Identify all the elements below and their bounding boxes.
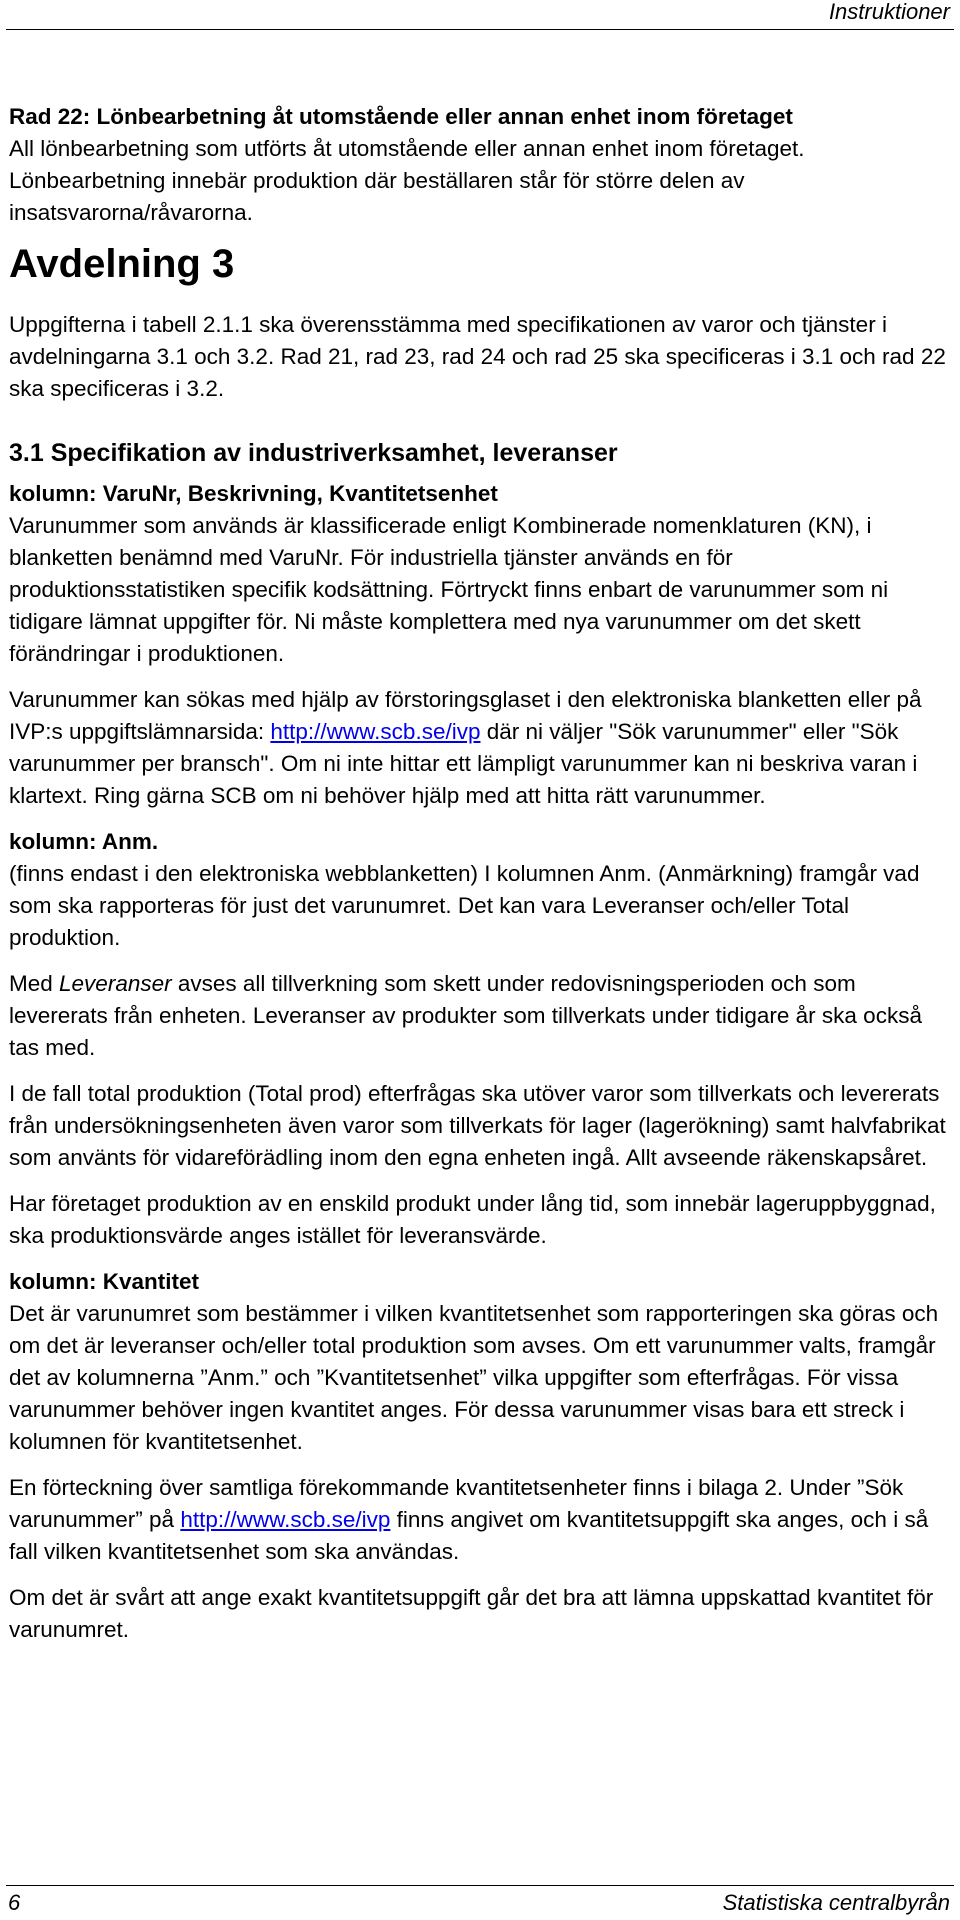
col-kvantitet-heading: kolumn: Kvantitet [9,1269,200,1294]
col-anm-heading: kolumn: Anm. [9,829,159,854]
col-anm-paragraph-1: (finns endast i den elektroniska webblanketten) I kolumnen Anm. (Anmärkning) framgår vad som ska rapporteras för just det varunumret. Det kan vara Leveranser och/eller Total produktion. [9,861,920,950]
col-varunr-heading: kolumn: VaruNr, Beskrivning, Kvantitetsenhet [9,481,498,506]
col-varunr-paragraph-2: Varunummer kan sökas med hjälp av förstoringsglaset i den elektroniska blanketten eller på IVP:s uppgiftslämnarsida: http://www.scb.se/ivp där ni väljer "Sök varunummer" eller "Sök varunummer per bransch". Om ni inte hittar ett lämpligt varunummer kan ni beskriva varan i klartext. Ring gärna SCB om ni behöver hjälp med att hitta rätt varunummer. [9,687,922,808]
ivp-link[interactable]: http://www.scb.se/ivp [180,1507,391,1532]
col-anm-paragraph-2: Med Leveranser avses all tillverkning som skett under redovisningsperioden och som levererats från enheten. Leveranser av produkter som tillverkats under tidigare år ska också tas med. [9,971,922,1060]
section-3-1-heading: 3.1 Specifikation av industriverksamhet, leveranser [9,439,618,467]
footer-organization: Statistiska centralbyrån [722,1890,950,1915]
footer-rule [6,1885,954,1886]
rad22-heading: Rad 22: Lönbearbetning åt utomstående eller annan enhet inom företaget [9,104,793,129]
header-rule [6,29,954,30]
avdelning-body: Uppgifterna i tabell 2.1.1 ska överensstämma med specifikationen av varor och tjänster i avdelningarna 3.1 och 3.2. Rad 21, rad 23, rad 24 och rad 25 ska specificeras i 3.1 och rad 22 ska specificeras i 3.2. [9,312,946,401]
header-title: Instruktioner [828,0,950,24]
col-kvantitet-paragraph-3: Om det är svårt att ange exakt kvantitetsuppgift går det bra att lämna uppskattad kvantitet för varunumret. [9,1585,934,1642]
col-anm-paragraph-4: Har företaget produktion av en enskild produkt under lång tid, som innebär lageruppbyggnad, ska produktionsvärde anges istället för leveransvärde. [9,1191,936,1248]
document-body [9,101,949,1646]
col-anm-paragraph-3: I de fall total produktion (Total prod) efterfrågas ska utöver varor som tillverkats och levererats från undersökningsenheten även varor som tillverkats för lager (lagerökning) samt halvfabrikat som använts för vidareförädling inom den egna enheten ingå. Allt avseende räkenskapsåret. [9,1081,946,1170]
page-number: 6 [8,1890,21,1915]
col-varunr-paragraph-1: Varunummer som används är klassificerade enligt Kombinerade nomenklaturen (KN), i blanketten benämnd med VaruNr. För industriella tjänster används en för produktionsstatistiken specifik kodsättning. Förtryckt finns enbart de varunummer som ni tidigare lämnat uppgifter för. Ni måste komplettera med nya varunummer om det skett förändringar i produktionen. [9,513,889,666]
col-kvantitet-paragraph-2: En förteckning över samtliga förekommande kvantitetsenheter finns i bilaga 2. Under ”Sök varunummer” på http://www.scb.se/ivp finns angivet om kvantitetsuppgift ska anges, och i så fall vilken kvantitetsenhet som ska användas. [9,1475,929,1564]
leveranser-term: Leveranser [59,971,172,996]
rad22-body: All lönbearbetning som utförts åt utomstående eller annan enhet inom företaget. Lönbearbetning innebär produktion där beställaren står för större delen av insatsvarorna/råvarorna. [9,136,805,225]
avdelning-heading: Avdelning 3 [9,242,235,286]
col-kvantitet-paragraph-1: Det är varunumret som bestämmer i vilken kvantitetsenhet som rapporteringen ska göras och om det är leveranser och/eller total produktion som avses. Om ett varunummer valts, framgår det av kolumnerna ”Anm.” och ”Kvantitetsenhet” vilka uppgifter som efterfrågas. För vissa varunummer behöver ingen kvantitet anges. För dessa varunummer visas bara ett streck i kolumnen för kvantitetsenhet. [9,1301,939,1454]
ivp-link[interactable]: http://www.scb.se/ivp [270,719,481,744]
